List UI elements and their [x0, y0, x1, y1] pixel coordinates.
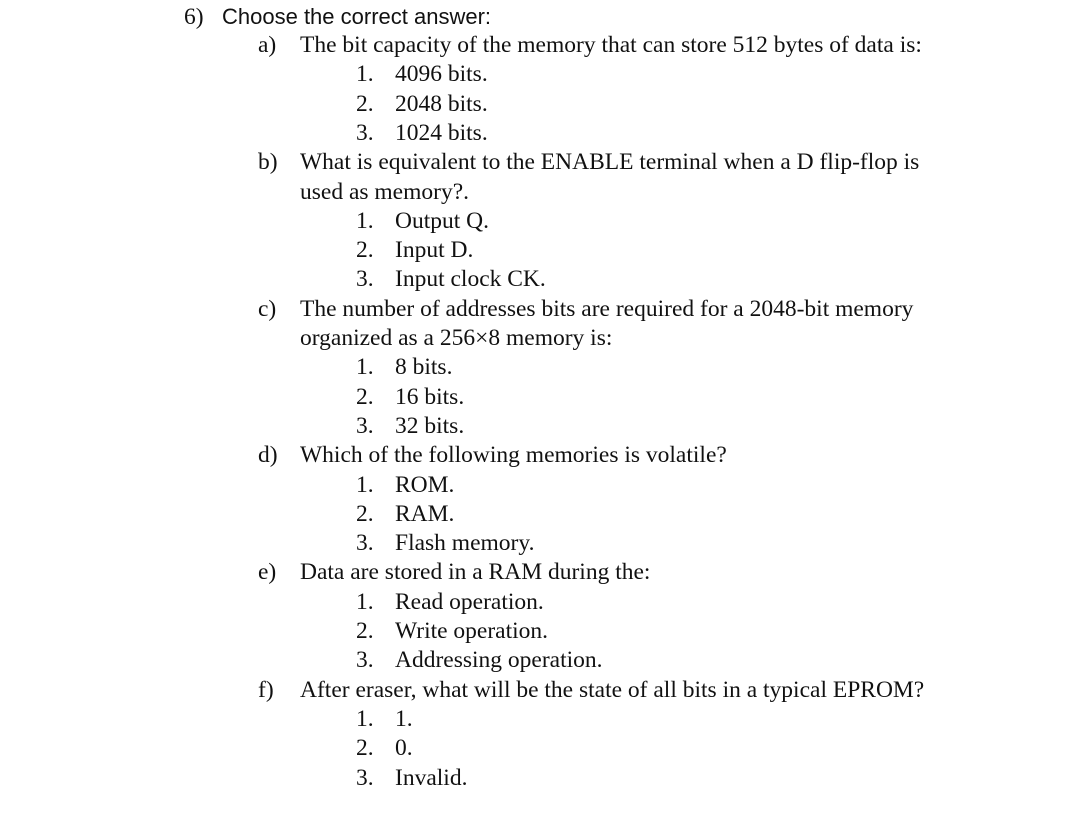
- question-title: Choose the correct answer:: [222, 4, 492, 29]
- option-text: 0.: [395, 735, 413, 762]
- part-prompt-line: The number of addresses bits are required for a 2048-bit memory: [300, 295, 914, 322]
- option-number: 3.: [356, 412, 374, 439]
- part-letter: d): [258, 442, 278, 469]
- option-text: 32 bits.: [395, 412, 465, 439]
- option-number: 2.: [356, 90, 374, 117]
- option-number: 2.: [356, 237, 374, 264]
- part-letter: a): [258, 32, 277, 58]
- option-text: 1.: [395, 705, 413, 732]
- option-number: 1.: [356, 705, 374, 732]
- option-number: 1.: [356, 588, 374, 615]
- option-text: Input D.: [395, 237, 474, 264]
- option-text: 2048 bits.: [395, 90, 488, 117]
- question-heading: [184, 2, 491, 32]
- part-prompt-line: organized as a 256×8 memory is:: [300, 325, 613, 351]
- option-number: 2.: [356, 735, 374, 762]
- option-number: 1.: [356, 354, 374, 381]
- option-number: 3.: [356, 530, 374, 557]
- option-text: RAM.: [395, 500, 455, 527]
- option-number: 3.: [356, 647, 374, 674]
- option-text: 4096 bits.: [395, 61, 488, 88]
- option-number: 3.: [356, 764, 374, 791]
- option-text: Addressing operation.: [395, 647, 603, 674]
- part-prompt-line: After eraser, what will be the state of all bits in a typical EPROM?: [300, 676, 925, 703]
- option-text: Read operation.: [395, 588, 544, 615]
- option-text: Write operation.: [395, 618, 549, 644]
- option-number: 1.: [356, 61, 374, 88]
- option-number: 3.: [356, 119, 374, 146]
- option-text: Flash memory.: [395, 530, 535, 557]
- option-number: 2.: [356, 383, 374, 410]
- option-text: 16 bits.: [395, 383, 465, 410]
- option-number: 1.: [356, 471, 374, 498]
- part-letter: f): [258, 676, 274, 703]
- part-letter: c): [258, 295, 277, 322]
- option-number: 2.: [356, 500, 374, 527]
- option-text: 1024 bits.: [395, 119, 488, 146]
- question-number: 6): [184, 4, 204, 30]
- part-prompt-line: used as memory?.: [300, 178, 470, 205]
- option-text: Invalid.: [395, 764, 468, 791]
- option-text: Output Q.: [395, 207, 489, 234]
- option-text: ROM.: [395, 471, 455, 498]
- part-letter: b): [258, 149, 278, 176]
- option-text: Input clock CK.: [395, 266, 546, 293]
- part-prompt-line: What is equivalent to the ENABLE terminal when a D flip-flop is: [300, 149, 920, 176]
- option-number: 1.: [356, 207, 374, 234]
- option-text: 8 bits.: [395, 354, 453, 381]
- part-prompt-line: Which of the following memories is volatile?: [300, 442, 727, 469]
- option-number: 3.: [356, 266, 374, 293]
- part-prompt-line: Data are stored in a RAM during the:: [300, 559, 651, 586]
- option-number: 2.: [356, 618, 374, 644]
- part-prompt-line: The bit capacity of the memory that can store 512 bytes of data is:: [300, 32, 922, 58]
- part-letter: e): [258, 559, 277, 586]
